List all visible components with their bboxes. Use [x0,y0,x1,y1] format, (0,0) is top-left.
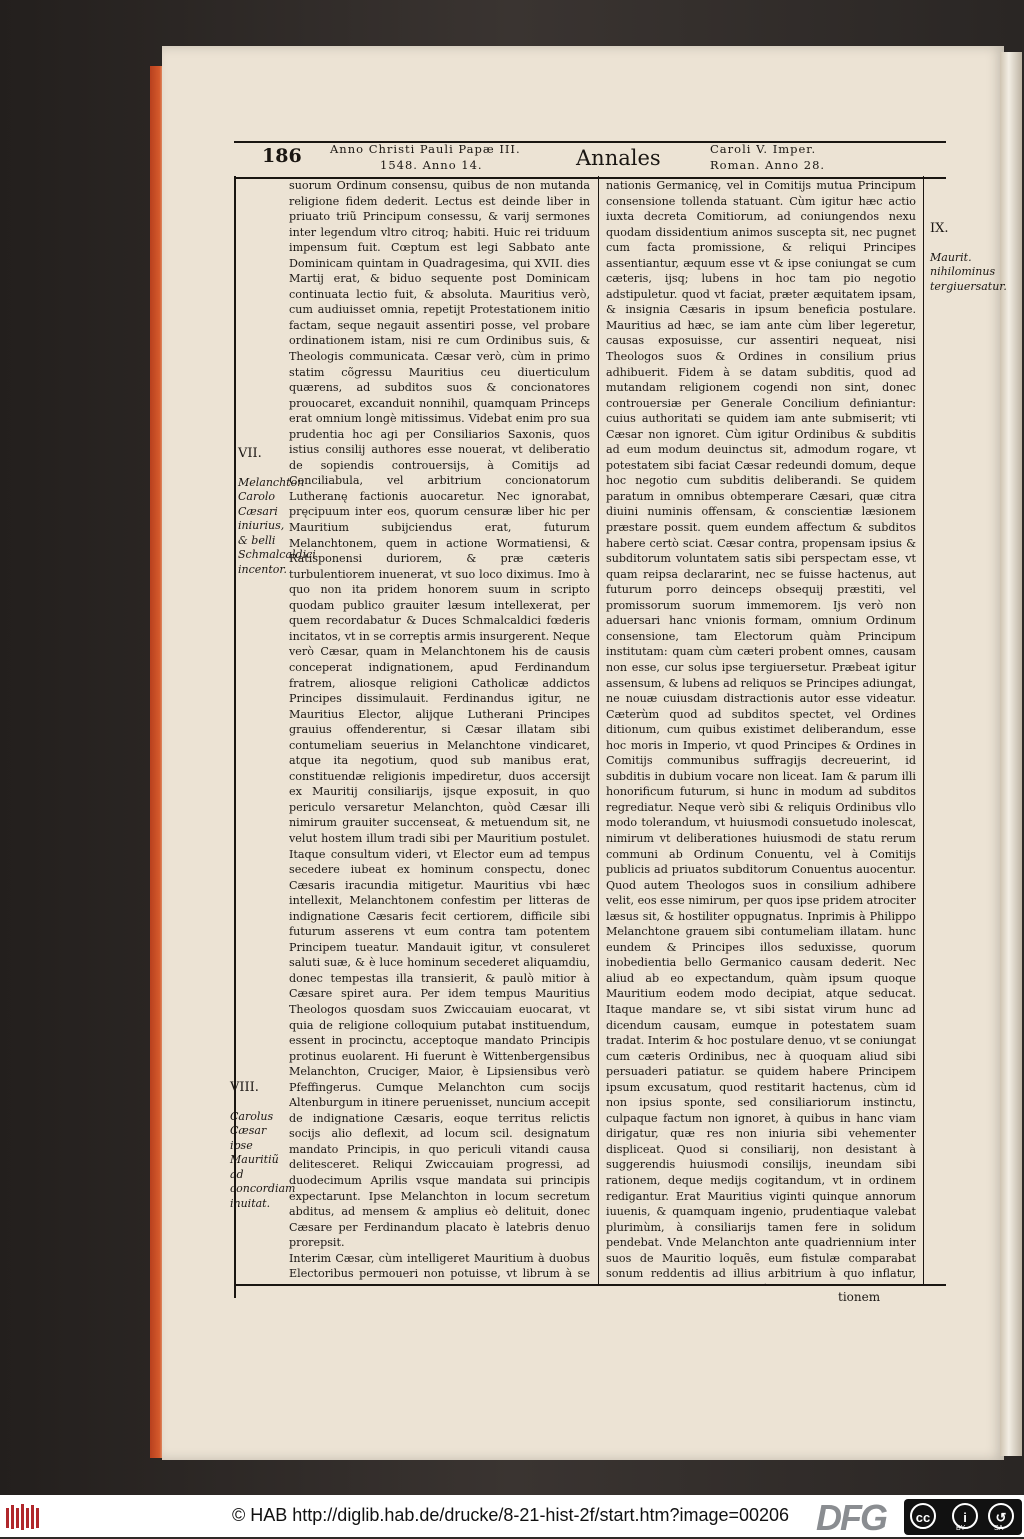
page-right-edge [1000,52,1022,1456]
license-by-label: BY [956,1525,966,1532]
share-alike-icon: ↺ [988,1503,1014,1529]
text-column-right: nationis Germanicę, vel in Comitijs mutua Principum consensione tollenda statuant. Cùm igitur hæc actio iuxta decreta Comitiorum, ad coniungendos nexu quodam dissidentium animos suscepta sit, nec pugnet cum facta promissione, & reliqui Principes assentiantur, æquum esse vt & ipse coniungat se cum cæteris, ijsq; lubens in hoc tam pio negotio adstipuletur. quod vt faciat, præter æquitatem ipsam, & insignia Cæsaris in ipsum beneficia postulare. Mauritius ad hæc, se iam ante cùm liber legeretur, causas exposuisse, cur assentiri nequeat, nisi Theologos suos & Ordines in consilium prius adhibuerit. Fidem à se datam subditis, quod ad mutandam religionem cogendi non sint, donec controuersiæ per Generale Concilium definiantur: cuius authoritati se quidem iam ante submiserit; vti Cæsar non ignoret. Cùm igitur Ordinibus & subditis ad eum modum deuinctus sit, admodum rogare, vt potestatem sibi faciat Cæsar redeundi domum, deque hoc negotio cum subditis deliberandi. Se quidem paratum in omnibus obtemperare Cæsari, quæ citra diuini numinis offensam, & conscientiæ læsionem præstare possit. quem eundem affectum & subditos habere certò sciat. Cæsar contra, propensam ipsius & subditorum voluntatem satis sibi perspectam esse, vt quam reipsa declararint, nec se fuisse hactenus, aut futurum porro deinceps obsequij præstiti, vel promissorum suorum immemorem. Ijs verò non aduersari hanc vnionis formam, omnium Ordinum consensione, tam Electorum quàm Principum institutam: quam cùm cæteri probent omnes, causam non esse, cur solus ipse tergiuersetur. Præbeat igitur assensum, & lubens ad reliquos se Principes adiungat, ne nouæ cuiusdam distractionis autor esse videatur. Cæterùm quod ad subditos spectet, vel Ordines ditionum, cum quibus existimet deliberandum, esse hoc moris in Imperio, vt quod Principes & Ordines in Comitijs communibus suffragijs decreuerint, id subditis in dubium vocare non liceat. Iam & parum illi honorificum futurum, si hunc in modum ad subditos regrediatur. Neque verò sibi & reliquis Ordinibus vllo modo tolerandum, vt huiusmodi consuetudo inolescat, nimirum vt deliberationes huiusmodi de statu rerum communi ab Ordinum Conuentu, vel à Comitijs publicis ad priuatos subditorum Conuentus auocentur. Quod autem Theologos suos in consilium adhibere velit, eos esse nimirum, per quos ipse pridem atrociter læsus sit, & hostiliter oppugnatus. Inprimis à Philippo Melanchtone grauem sibi contumeliam illatam. hunc eundem & Principes illos seduxisse, quorum inobedientia bello Germanico causam dederit. Nec aliud ab eo expectandum, quàm ipsum quoque Mauritium eodem modo decipiat, atque seducat. Itaque mandare se, vt sibi sistat virum hunc ad dicendum causam, eumque in potestatem suam tradat. Interim & hoc postulare denuo, vt se coniungat cum cæteris Ordinibus, nec à quoquam aliud sibi persuaderi patiatur. se quidem habere Principem ipsum excusatum, quod restitarit hactenus, cùm id non ipsius sponte, sed consiliariorum instinctu, culpaque factum non ignoret, à quibus in hanc viam dirigatur, quæ res non iniuria sibi vehementer displiceat. Quod si consiliarij, non desistant à suggerendis huiusmodi consilijs, ineundam sibi rationem, deque medijs cogitandum, vt in ordinem redigantur. Erat Mauritius viginti quinque annorum iuuenis, & quamquam ingenio, prudentiaque valebat plurimùm, à consiliarijs tamen fere in solidum pendebat. Vnde Melanchton ante quadriennium inter suos de Mauritio loquẽs, eum fistulæ comparabat sonum reddentis ad illius arbitrium à quo inflatur, [606,179,916,1281]
header-left-line1: Anno Christi Pauli Papæ III. [330,142,521,156]
attribution-icon: i [952,1503,978,1529]
cc-license-badge[interactable] [904,1499,1022,1535]
header-right-line2: Roman. Anno 28. [710,158,826,172]
marginal-note-number: VII. [238,445,262,461]
page-title: Annales [576,146,661,170]
marginal-note-viii [230,1066,296,1211]
header-right-line1: Caroli V. Imper. [710,142,817,156]
right-column-rule [923,176,924,1286]
hab-logo-icon [4,1502,44,1532]
header-left-line2: 1548. Anno 14. [380,158,483,172]
license-sa-label: SA [994,1525,1004,1532]
marginal-note-number: IX. [930,220,949,236]
marginal-note-text: Carolus Cæsar ipse Mauritiũ ad concordiam inuitat. [230,1109,296,1210]
bottom-rule [234,1284,946,1286]
marginal-note-vii [238,432,316,577]
catchword: tionem [838,1290,881,1304]
marginal-note-number: VIII. [230,1079,259,1095]
dfg-logo: DFG [816,1497,886,1538]
text-column-left: suorum Ordinum consensu, quibus de non mutanda religione fidem dederit. Lectus est deinde liber in priuato triũ Principum consessu, & varij sermones inter legendum vltro citroq; habiti. Huic rei triduum impensum fuit. Cœptum est legi Sabbato ante Dominicam quintam in Quadragesima, qui XVII. dies Martij erat, & biduo sequente post Dominicam continuata lectio fuit, & absoluta. Mauritius verò, cum audiuisset omnia, repetijt Protestationem initio factam, seque negauit assentiri posse, vel probare ordinationem istam, nisi re cum Ordinibus suis, & Theologis communicata. Cæsar verò, cùm in primo statim cõgressu Mauritius ceu diuerticulum quærens, ad subditos suos & concionatores prouocaret, excanduit nonnihil, quamquam Princeps erat omnium longè mitissimus. Videbat enim pro sua prudentia hoc agi per Consiliarios Saxonis, quos istius consilij authores esse nouerat, vt deliberatio de sopiendis controuersijs, à Comitijs ad Conciliabula, vel arbitrium concionatorum Lutheranę factionis auocaretur. Nec ignorabat, pręcipuum inter eos, quorum censuræ liber hic per Mauritium subijciendus erat, futurum Melanchtonem, quem in actione Wormatiensi, & Ratisponensi duriorem, & præ cæteris turbulentiorem inuenerat, vt suo loco diximus. Imo à quo non ita pridem honorem suum in scripto quodam publico grauiter læsum intellexerat, per quem recordabatur & Duces Schmalcaldici fœderis incitatos, vt in se correptis armis insurgerent. Neque verò Cæsar, quam in Melanchtonem his de causis conceperat indignationem, apud Ferdinandum fratrem, aliosque religioni Catholicæ addictos Principes dissimulauit. Ferdinandus igitur, ne Mauritius Elector, alijque Lutherani Principes grauius offenderentur, si Cæsar illatam sibi contumeliam seuerius in Melanchtone vindicaret, atque ita negotium, quod sub manibus erat, constituendæ religionis impediretur, duos accersijt ex Mauritij consiliarijs, ijsque exposuit, in quo periculo versaretur Melanchton, quòd Cæsar illi nimirum grauiter succenseat, & metuendum sit, ne velut hostem illum tradi sibi per Mauritium postulet. Itaque consultum videri, vt Elector eum ad tempus secedere iubeat ex hominum conspectu, donec Cæsaris iracundia mitigetur. Mauritius vbi hæc intellexit, Melanchtonem confestim per litteras de indignatione Cæsaris fecit certiorem, difficile sibi futurum asserens vt eum contra tam potentem Principem tueatur. Mandauit igitur, vt consuleret saluti suæ, & è luce hominum secederet aliquamdiu, donec tempestas illa transierit, & paulò mitior à Cæsare spiret aura. Per idem tempus Mauritius Theologos quosdam suos Zwiccauiam euocarat, vt quia de religione colloquium putabat instituendum, essent in procinctu, acceptoque mandato Principis protinus euolarent. Hi fuerunt è Wittenbergensibus Melanchton, Cruciger, Maior, è Lipsiensibus verò Pfeffingerus. Cumque Melanchton cum socijs Altenburgum in itinere peruenisset, nuncium accepit de indignatione Cæsaris, eoque territus relictis socijs alio deflexit, ad locum scil. designatum mandato Principis, in quo periculi vitandi causa delitesceret. Reliqui Zwiccauiam progressi, ad duodecimum Aprilis vsque mandata sui principis expectarunt. Ipse Melanchton in locum secretum abditus, ad mensem & amplius eò delituit, donec Cæsare per Ferdinandum placato è latebris denuo prorepsit. Interim Cæsar, cùm intelligeret Mauritium à duobus Electoribus permoueri non potuisse, vt librum à se [289,179,590,1281]
marginal-note-text: Maurit. nihilominus tergiuersatur. [930,250,1007,293]
marginal-note-text: Melanchton Carolo Cæsari iniurius, & belli Schmalcaldici incentor. [238,475,316,576]
cc-icon: cc [910,1503,936,1529]
page-number: 186 [262,145,302,167]
center-column-rule [598,176,599,1286]
copyright-link[interactable]: © HAB http://diglib.hab.de/drucke/8-21-hist-2f/start.htm?image=00206 [232,1505,790,1525]
marginal-note-ix [930,207,1007,294]
